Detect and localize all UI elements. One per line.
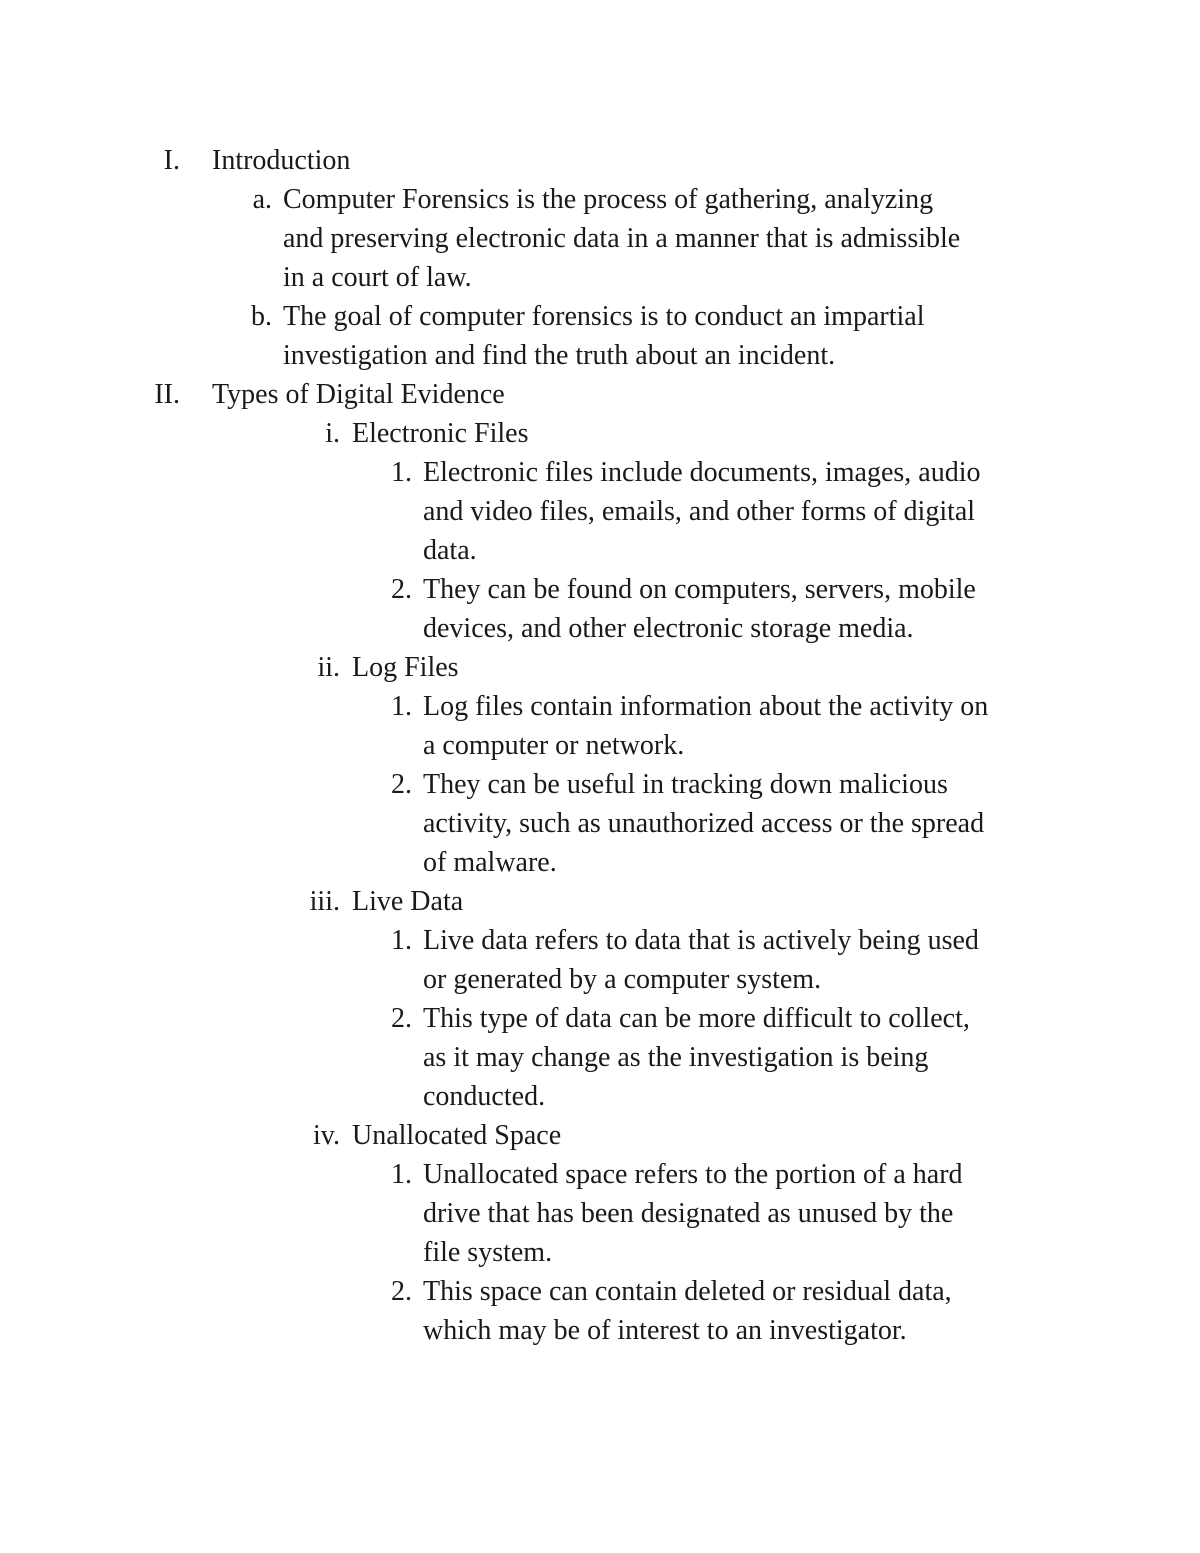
item-text-line: They can be useful in tracking down malicious: [423, 769, 948, 800]
item-marker: 2.: [391, 769, 412, 800]
item-text-line: which may be of interest to an investigator.: [423, 1315, 907, 1346]
item-text-line: Log files contain information about the activity on: [423, 691, 989, 722]
item-text-line: conducted.: [423, 1081, 546, 1112]
item-marker: 2.: [391, 1276, 412, 1307]
section-marker: I.: [163, 145, 180, 176]
item-marker: b.: [251, 301, 272, 332]
item-marker: a.: [252, 184, 272, 215]
item-marker: 1.: [391, 691, 412, 722]
item-marker: 2.: [391, 574, 412, 605]
item-text-line: or generated by a computer system.: [423, 964, 822, 995]
item-text-line: Electronic files include documents, images, audio: [423, 457, 981, 488]
subsection-title: Unallocated Space: [352, 1120, 562, 1151]
item-text-line: investigation and find the truth about an incident.: [283, 340, 836, 371]
item-marker: 2.: [391, 1003, 412, 1034]
subsection-marker: iv.: [313, 1120, 340, 1151]
section-title: Types of Digital Evidence: [212, 379, 505, 410]
item-marker: 1.: [391, 925, 412, 956]
item-text-line: a computer or network.: [423, 730, 685, 761]
subsection-title: Log Files: [352, 652, 459, 683]
subsection-marker: i.: [325, 418, 340, 449]
item-text-line: Live data refers to data that is actively being used: [423, 925, 979, 956]
item-text-line: and video files, emails, and other forms of digital: [423, 496, 976, 527]
item-marker: 1.: [391, 457, 412, 488]
subsection-marker: ii.: [317, 652, 340, 683]
subsection-marker: iii.: [309, 886, 340, 917]
item-text-line: activity, such as unauthorized access or the spread: [423, 808, 985, 839]
item-text-line: devices, and other electronic storage media.: [423, 613, 914, 644]
item-marker: 1.: [391, 1159, 412, 1190]
item-text-line: of malware.: [423, 847, 557, 878]
item-text-line: as it may change as the investigation is being: [423, 1042, 929, 1073]
subsection-title: Electronic Files: [352, 418, 529, 449]
item-text-line: file system.: [423, 1237, 553, 1268]
item-text-line: data.: [423, 535, 477, 566]
item-text-line: Unallocated space refers to the portion of a hard: [423, 1159, 963, 1190]
subsection-title: Live Data: [352, 886, 464, 917]
item-text-line: This space can contain deleted or residual data,: [423, 1276, 952, 1307]
section-title: Introduction: [212, 145, 351, 176]
item-text-line: in a court of law.: [283, 262, 472, 293]
item-text-line: and preserving electronic data in a manner that is admissible: [283, 223, 961, 254]
item-text-line: This type of data can be more difficult to collect,: [423, 1003, 970, 1034]
item-text-line: They can be found on computers, servers, mobile: [423, 574, 976, 605]
item-text-line: The goal of computer forensics is to conduct an impartial: [283, 301, 925, 332]
section-marker: II.: [154, 379, 180, 410]
item-text-line: drive that has been designated as unused by the: [423, 1198, 954, 1229]
item-text-line: Computer Forensics is the process of gathering, analyzing: [283, 184, 934, 215]
